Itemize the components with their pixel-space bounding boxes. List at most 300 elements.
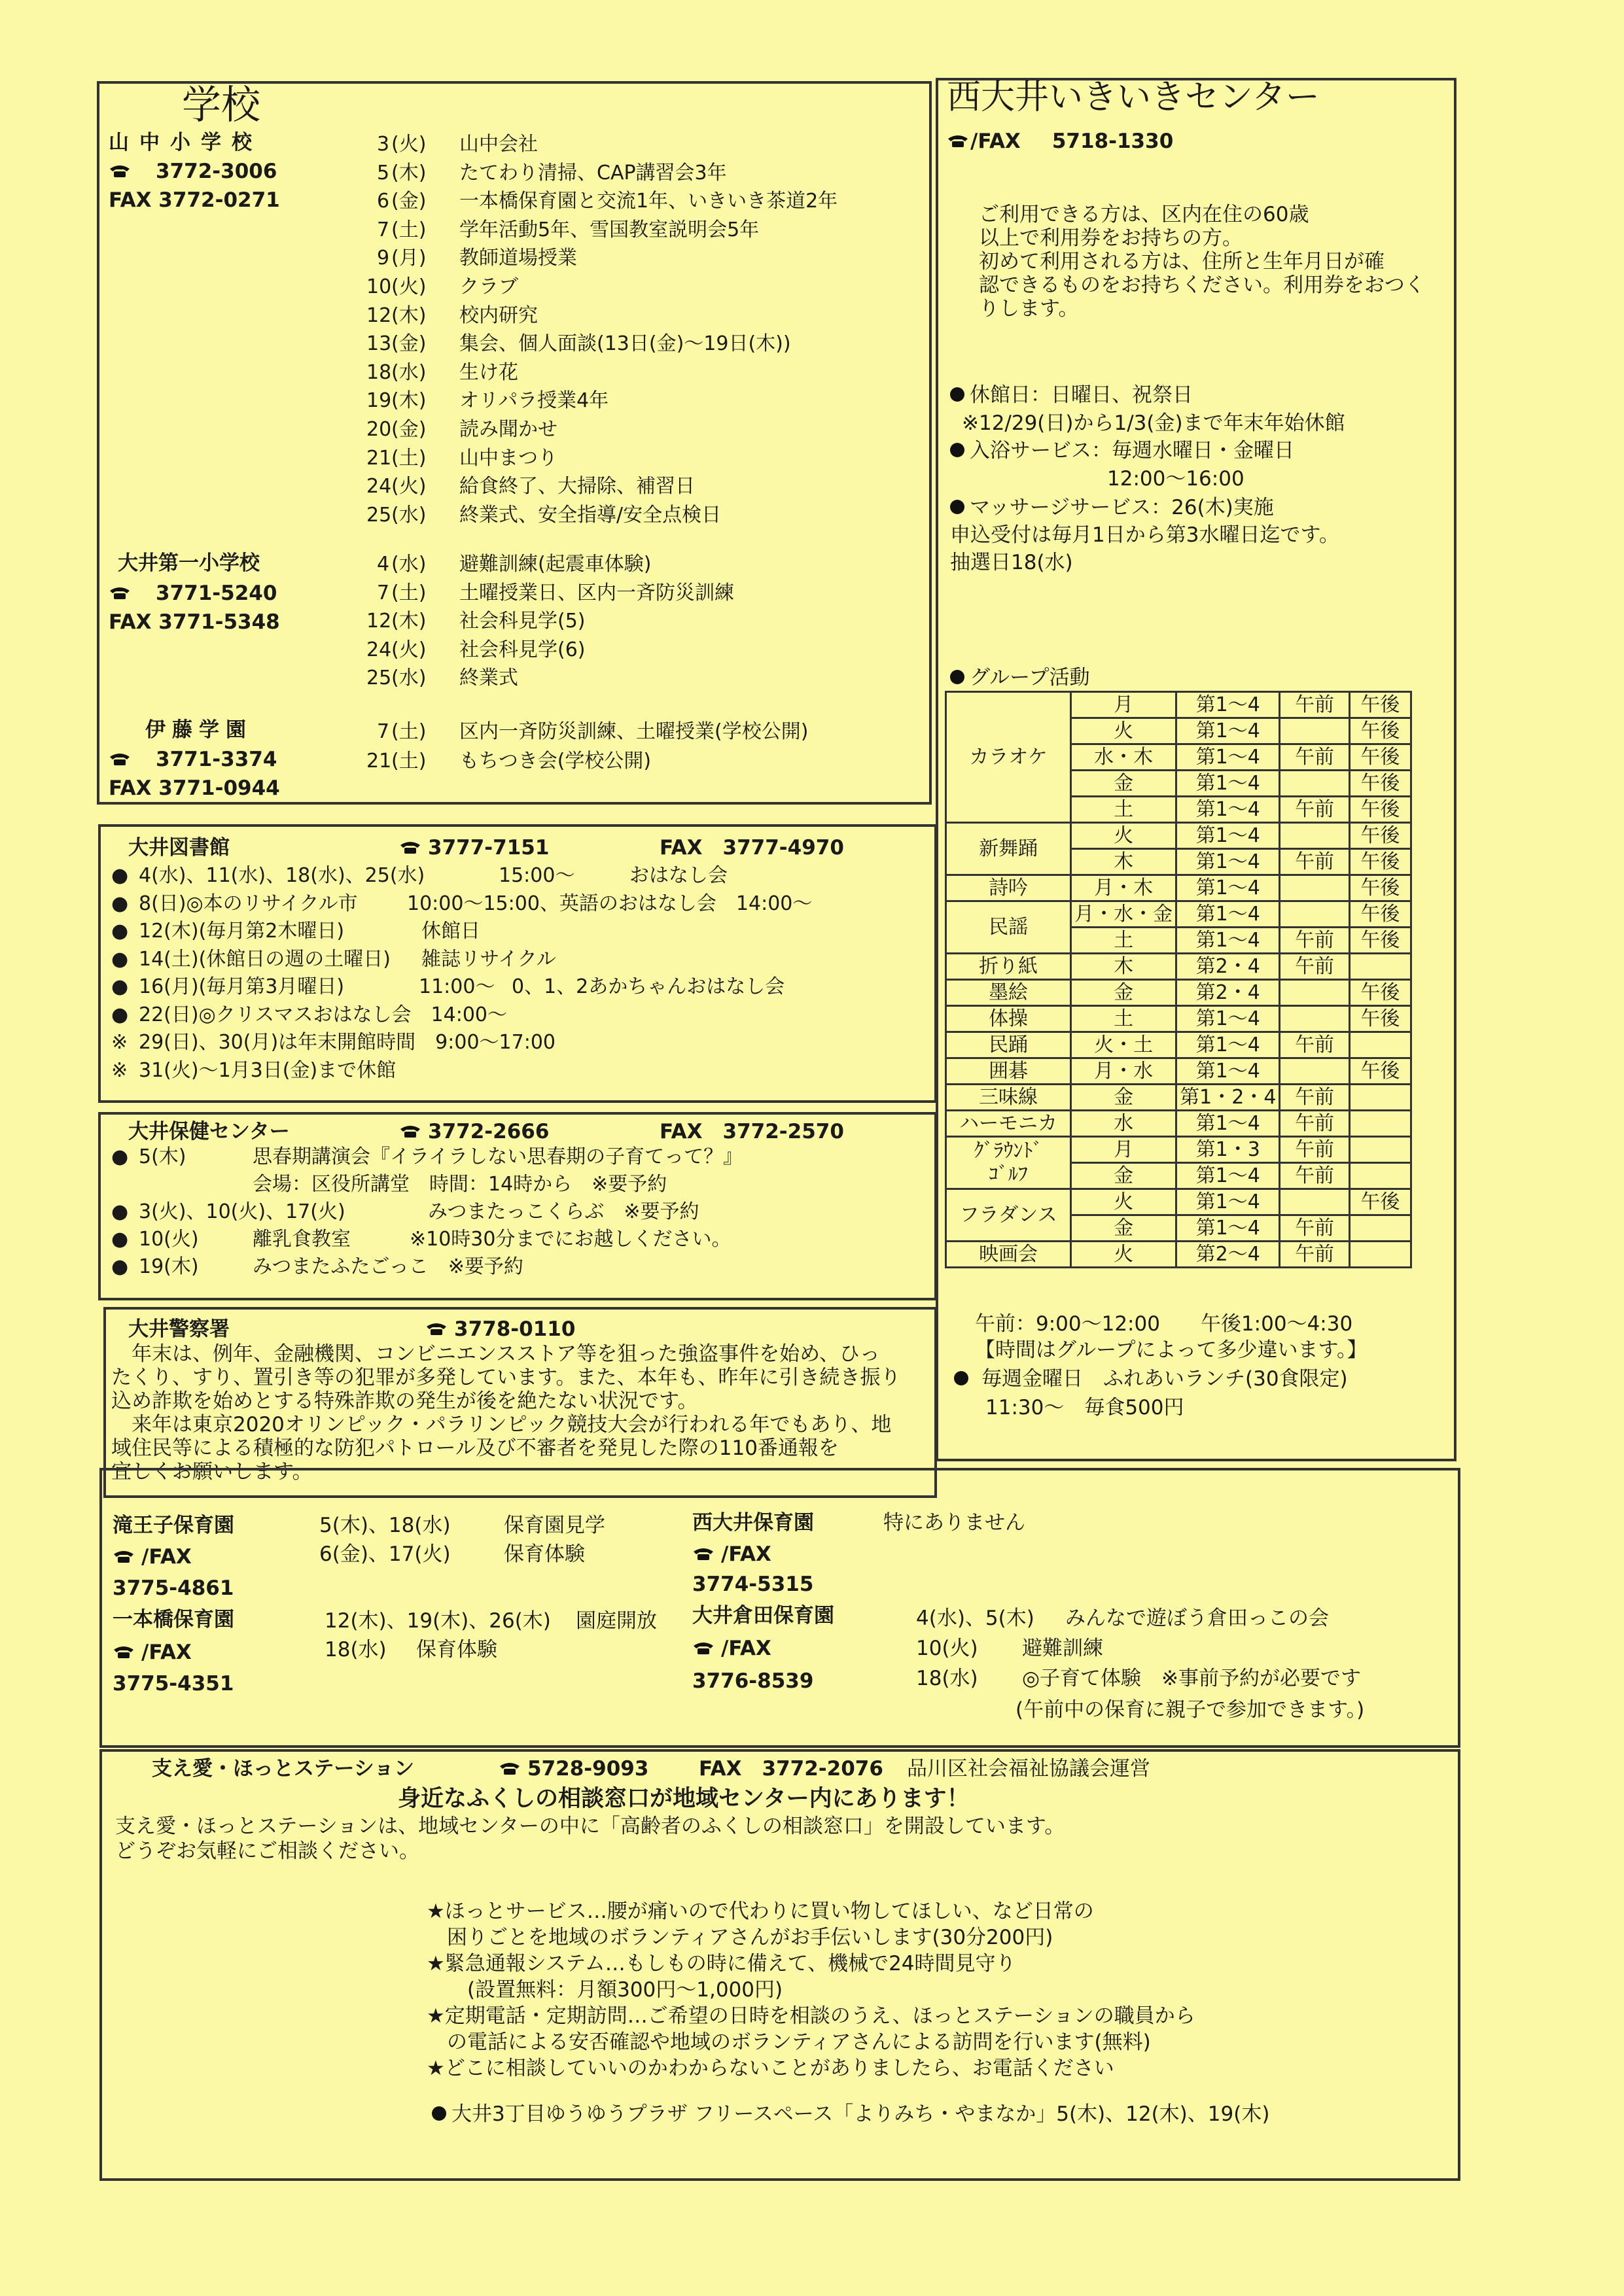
phone-icon <box>692 1641 715 1655</box>
station-service-4: (設置無料：月額300円～1,000円) <box>427 1978 783 2002</box>
station-service-2: 困りごとを地域のボランティアさんがお手伝いします(30分200円) <box>427 1926 1053 1949</box>
group-am: 午前 <box>1280 1111 1349 1137</box>
group-am <box>1280 1058 1349 1085</box>
station-intro-1: 支え愛・ほっとステーションは、地域センターの中に「高齢者のふくしの相談窓口」を開設しています。 <box>115 1815 1065 1838</box>
nursery-item-ipponbashi-1-text: 園庭開放 <box>576 1609 657 1633</box>
group-day: 土 <box>1071 1006 1176 1032</box>
list-mark: ※ <box>111 1031 128 1054</box>
center-lunch-time: 11:30～ 毎食500円 <box>985 1396 1184 1419</box>
group-day: 月・水 <box>1071 1058 1176 1085</box>
event-text: 山中会社 <box>459 133 538 156</box>
health-fax: FAX 3772-2570 <box>660 1120 844 1143</box>
event-weekday: (金) <box>391 332 427 356</box>
group-row <box>946 823 1411 849</box>
event-day: 5 <box>377 161 390 184</box>
group-am: 午前 <box>1280 1085 1349 1111</box>
event-weekday: (土) <box>391 581 427 604</box>
event-weekday: (土) <box>391 720 427 743</box>
phone-icon <box>113 1644 135 1659</box>
event-text: 社会科見学(6) <box>459 638 586 661</box>
group-day: 火 <box>1071 718 1176 744</box>
school-tel-yamanaka <box>109 160 277 183</box>
event-weekday: (火) <box>391 638 427 661</box>
school-fax-yamanaka: FAX 3772-0271 <box>109 188 280 212</box>
event-day: 7 <box>377 581 390 604</box>
library-item-text: おはなし会 <box>629 864 728 887</box>
group-row <box>946 1111 1411 1137</box>
group-week: 第1～4 <box>1176 744 1280 771</box>
event-weekday: (木) <box>391 389 427 413</box>
group-pm: 午後 <box>1349 875 1411 901</box>
group-pm: 午後 <box>1349 771 1411 797</box>
group-name: 民謡 <box>946 901 1071 954</box>
group-week: 第1～4 <box>1176 1006 1280 1032</box>
center-bath <box>950 439 1294 462</box>
group-name <box>946 1137 1071 1189</box>
event-day: 12 <box>366 610 392 633</box>
nursery-item-takiouji-1-date: 5(木)、18(水) <box>319 1514 451 1537</box>
group-day: 土 <box>1071 928 1176 954</box>
group-pm: 午後 <box>1349 692 1411 718</box>
event-text: 土曜授業日、区内一斉防災訓練 <box>459 581 734 604</box>
group-name: 新舞踊 <box>946 823 1071 875</box>
group-day: 金 <box>1071 771 1176 797</box>
group-am: 午前 <box>1280 954 1349 980</box>
group-week: 第1～4 <box>1176 928 1280 954</box>
center-title: 西大井いきいきセンター <box>947 78 1320 117</box>
group-pm <box>1349 1137 1411 1163</box>
nursery-tel-ipponbashi: 3775-4351 <box>113 1672 234 1696</box>
station-service-1: ★ほっとサービス…腰が痛いので代わりに買い物してほしい、など日常の <box>427 1900 1094 1923</box>
school-name-ito: 伊藤学園 <box>145 718 253 742</box>
event-text: たてわり清掃、CAP講習会3年 <box>459 161 727 184</box>
group-week: 第1～4 <box>1176 823 1280 849</box>
school-tel-number: 3771-3374 <box>156 748 277 771</box>
list-mark: ● <box>111 892 129 915</box>
group-week: 第1～4 <box>1176 1163 1280 1189</box>
group-week: 第1・2・4 <box>1176 1085 1280 1111</box>
list-mark: ● <box>111 947 129 971</box>
school-fax-oi1: FAX 3771-5348 <box>109 610 280 634</box>
center-intro-2: 以上で利用券をお持ちの方。 <box>979 226 1243 250</box>
event-weekday: (水) <box>391 667 427 690</box>
event-text: もちつき会(学校公開) <box>459 750 652 773</box>
center-times-note: 【時間はグループによって多少違います。】 <box>975 1338 1368 1362</box>
group-am: 午前 <box>1280 1137 1349 1163</box>
phone-icon <box>109 164 131 178</box>
station-fax: FAX 3772-2076 <box>699 1757 883 1781</box>
group-day: 月 <box>1071 1137 1176 1163</box>
center-massage-note2: 抽選日18(水) <box>950 551 1073 574</box>
station-plaza <box>432 2102 1269 2126</box>
group-day: 金 <box>1071 1163 1176 1189</box>
group-am <box>1280 875 1349 901</box>
center-bath-time: 12:00～16:00 <box>1107 467 1244 491</box>
group-row <box>946 692 1411 718</box>
bullet-icon <box>950 387 964 402</box>
group-day: 木 <box>1071 849 1176 875</box>
school-name-oi1: 大井第一小学校 <box>118 551 260 575</box>
lunch-text: 毎週金曜日 ふれあいランチ(30食限定) <box>981 1367 1348 1391</box>
nursery-item-oikurata-2-text: 避難訓練 <box>1022 1637 1103 1660</box>
nursery-name-ipponbashi: 一本橋保育園 <box>113 1608 234 1631</box>
group-activity-table <box>945 691 1412 1268</box>
library-item-text: 休館日 <box>421 920 480 943</box>
group-week: 第1～4 <box>1176 875 1280 901</box>
group-row <box>946 1032 1411 1058</box>
nursery-item-oikurata-3-text: ◎子育て体験 ※事前予約が必要です <box>1022 1667 1362 1690</box>
police-name: 大井警察署 <box>128 1317 230 1341</box>
event-day: 19 <box>366 389 392 413</box>
health-item-date: 10(火) <box>139 1228 199 1251</box>
group-row <box>946 1189 1411 1215</box>
phone-icon <box>399 1124 421 1138</box>
station-headline: 身近なふくしの相談窓口が地域センター内にあります！ <box>398 1786 970 1812</box>
group-day: 水 <box>1071 1111 1176 1137</box>
phone-icon <box>692 1546 715 1561</box>
police-line-4: 来年は東京2020オリンピック・パラリンピック競技大会が行われる年でもあり、地 <box>111 1413 892 1436</box>
group-pm <box>1349 1215 1411 1242</box>
event-text: 社会科見学(5) <box>459 610 586 633</box>
telfax-label: /FAX <box>970 130 1021 153</box>
event-day: 25 <box>366 503 392 527</box>
event-day: 7 <box>377 720 390 743</box>
event-weekday: (土) <box>391 218 427 241</box>
list-mark: ● <box>111 864 129 887</box>
center-closed <box>950 383 1193 407</box>
event-text: 山中まつり <box>459 446 557 470</box>
event-weekday: (木) <box>391 304 427 327</box>
event-text: クラブ <box>459 275 518 298</box>
group-day: 火 <box>1071 823 1176 849</box>
group-week: 第2・4 <box>1176 954 1280 980</box>
list-mark: ● <box>111 1200 129 1223</box>
group-am <box>1280 1189 1349 1215</box>
nursery-telfax-takiouji <box>113 1545 192 1569</box>
nursery-name-nishioi: 西大井保育園 <box>692 1511 814 1535</box>
nursery-item-oikurata-1-text: みんなで遊ぼう倉田っこの会 <box>1065 1607 1329 1630</box>
event-weekday: (土) <box>391 750 427 773</box>
group-week: 第1～4 <box>1176 901 1280 928</box>
event-day: 25 <box>366 667 392 690</box>
event-weekday: (火) <box>391 475 427 498</box>
event-text: 集会、個人面談(13日(金)～19日(木)) <box>459 332 791 356</box>
health-item-text: みつまたふたごっこ ※要予約 <box>253 1255 523 1278</box>
event-day: 4 <box>377 553 390 576</box>
library-item-time: 11:00～ <box>419 975 495 998</box>
group-pm: 午後 <box>1349 718 1411 744</box>
event-day: 21 <box>366 446 392 470</box>
nursery-item-ipponbashi-1-date: 12(木)、19(木)、26(木) <box>325 1609 551 1633</box>
nursery-note-oikurata: (午前中の保育に親子で参加できます。) <box>1015 1698 1365 1722</box>
bullet-icon <box>954 1371 968 1385</box>
phone-icon <box>947 133 969 148</box>
group-heading <box>950 666 1090 689</box>
school-tel-number: 3771-5240 <box>156 582 277 605</box>
nursery-name-takiouji: 滝王子保育園 <box>113 1514 234 1537</box>
group-week: 第1～4 <box>1176 1189 1280 1215</box>
group-pm: 午後 <box>1349 928 1411 954</box>
event-text: 学年活動5年、雪国教室説明会5年 <box>459 218 760 241</box>
event-text: 読み聞かせ <box>459 418 557 441</box>
group-pm: 午後 <box>1349 849 1411 875</box>
nursery-tel-oikurata: 3776-8539 <box>692 1669 814 1693</box>
phone-icon <box>113 1549 135 1563</box>
group-pm <box>1349 1085 1411 1111</box>
group-day: 火 <box>1071 1242 1176 1268</box>
library-item-date: 29(日)、30(月)は年末開館時間 9:00～17:00 <box>139 1031 556 1054</box>
center-telfax <box>947 130 1173 153</box>
event-weekday: (月) <box>391 247 427 270</box>
center-massage <box>950 496 1274 519</box>
group-name: 三味線 <box>946 1085 1071 1111</box>
group-week: 第1～4 <box>1176 1032 1280 1058</box>
event-day: 13 <box>366 332 392 356</box>
school-tel-ito <box>109 748 277 771</box>
nursery-item-ipponbashi-2-date: 18(水) <box>325 1638 387 1661</box>
event-weekday: (火) <box>391 275 427 298</box>
nursery-tel-takiouji: 3775-4861 <box>113 1576 234 1600</box>
health-item-date: 19(木) <box>139 1255 199 1278</box>
group-am <box>1280 771 1349 797</box>
event-weekday: (水) <box>391 503 427 527</box>
group-pm: 午後 <box>1349 980 1411 1006</box>
group-pm <box>1349 1163 1411 1189</box>
group-pm <box>1349 954 1411 980</box>
library-item-date: 12(木)(毎月第2木曜日) <box>139 920 345 943</box>
list-mark: ● <box>111 1228 129 1251</box>
group-am: 午前 <box>1280 1163 1349 1189</box>
event-text: 終業式 <box>459 667 518 690</box>
group-day: 土 <box>1071 797 1176 823</box>
event-weekday: (水) <box>391 360 427 384</box>
event-day: 12 <box>366 304 392 327</box>
group-name: カラオケ <box>946 692 1071 823</box>
event-weekday: (火) <box>391 133 427 156</box>
group-row <box>946 980 1411 1006</box>
group-week: 第2・4 <box>1176 980 1280 1006</box>
nursery-note-nishioi: 特にありません <box>883 1511 1025 1535</box>
school-tel-oi1 <box>109 582 277 605</box>
group-pm: 午後 <box>1349 823 1411 849</box>
health-name: 大井保健センター <box>128 1120 290 1143</box>
group-am: 午前 <box>1280 849 1349 875</box>
school-tel-number: 3772-3006 <box>156 160 277 183</box>
plaza-text: 大井3丁目ゆうゆうプラザ フリースペース「よりみち・やまなか」5(木)、12(木)、19(木) <box>451 2102 1270 2126</box>
library-item-date: 22(日)◎クリスマスおはなし会 14:00～ <box>139 1003 508 1026</box>
event-day: 24 <box>366 475 392 498</box>
group-week: 第1～4 <box>1176 718 1280 744</box>
nursery-item-takiouji-1-text: 保育園見学 <box>504 1514 605 1537</box>
list-mark: ● <box>111 1145 129 1168</box>
event-day: 18 <box>366 360 392 384</box>
event-weekday: (水) <box>391 553 427 576</box>
group-am: 午前 <box>1280 744 1349 771</box>
group-week: 第1・3 <box>1176 1137 1280 1163</box>
group-row <box>946 1006 1411 1032</box>
health-tel <box>399 1120 549 1143</box>
group-am <box>1280 718 1349 744</box>
bullet-icon <box>950 500 964 514</box>
group-heading-text: グループ活動 <box>970 666 1090 689</box>
nursery-telfax-nishioi <box>692 1542 771 1566</box>
event-text: オリパラ授業4年 <box>459 389 609 413</box>
library-item-date: 8(日)◎本のリサイクル市 <box>139 892 358 915</box>
school-fax-ito: FAX 3771-0944 <box>109 776 280 800</box>
event-day: 10 <box>366 275 392 298</box>
group-week: 第1～4 <box>1176 692 1280 718</box>
group-name-line: ｸﾞﾗｳﾝﾄﾞ <box>974 1139 1043 1162</box>
event-weekday: (木) <box>391 610 427 633</box>
nursery-telfax-ipponbashi <box>113 1641 192 1664</box>
library-item-time: 15:00～ <box>499 864 575 887</box>
telfax-label: /FAX <box>721 1637 771 1660</box>
event-day: 7 <box>377 218 390 241</box>
police-line-6: 宜しくお願いします。 <box>111 1460 313 1484</box>
library-tel <box>399 836 549 860</box>
police-line-3: 込め詐欺を始めとする特殊詐欺の発生が後を絶たない状況です。 <box>111 1389 698 1413</box>
list-mark: ● <box>111 920 129 943</box>
group-am <box>1280 1006 1349 1032</box>
police-tel <box>425 1317 575 1341</box>
police-line-5: 域住民等による積極的な防犯パトロール及び不審者を発見した際の110番通報を <box>111 1436 839 1460</box>
bath-text: 入浴サービス：毎週水曜日・金曜日 <box>970 439 1294 462</box>
bullet-icon <box>950 670 964 684</box>
group-am <box>1280 901 1349 928</box>
group-name: 囲碁 <box>946 1058 1071 1085</box>
nursery-telfax-oikurata <box>692 1637 771 1660</box>
telfax-number: 5718-1330 <box>1051 130 1174 153</box>
event-day: 9 <box>377 247 390 270</box>
health-item-text: 会場：区役所講堂 時間：14時から ※要予約 <box>253 1173 667 1196</box>
phone-icon <box>499 1761 521 1775</box>
event-weekday: (金) <box>391 418 427 441</box>
group-am <box>1280 980 1349 1006</box>
police-line-2: たくり、すり、置引き等の犯罪が多発しています。また、本年も、昨年に引き続き振り <box>111 1366 901 1389</box>
group-day: 金 <box>1071 1085 1176 1111</box>
center-intro-1: ご利用できる方は、区内在住の60歳 <box>979 203 1309 226</box>
health-item-text: 思春期講演会『イライラしない思春期の子育てって？』 <box>253 1145 743 1168</box>
group-week: 第2～4 <box>1176 1242 1280 1268</box>
phone-icon <box>425 1321 448 1336</box>
library-item-time: 10:00～15:00、英語のおはなし会 14:00～ <box>407 892 813 915</box>
station-service-5: ★定期電話・定期訪問…ご希望の日時を相談のうえ、ほっとステーションの職員から <box>427 2004 1195 2028</box>
nursery-item-ipponbashi-2-text: 保育体験 <box>416 1638 497 1661</box>
group-week: 第1～4 <box>1176 797 1280 823</box>
group-row <box>946 1242 1411 1268</box>
center-intro-3: 初めて利用される方は、住所と生年月日が確 <box>979 250 1385 273</box>
group-am: 午前 <box>1280 1032 1349 1058</box>
group-am: 午前 <box>1280 1242 1349 1268</box>
group-week: 第1～4 <box>1176 849 1280 875</box>
police-tel-number: 3778-0110 <box>454 1317 576 1341</box>
group-am: 午前 <box>1280 692 1349 718</box>
event-text: 生け花 <box>459 360 518 384</box>
group-pm: 午後 <box>1349 744 1411 771</box>
bullet-icon <box>950 443 964 457</box>
massage-text: マッサージサービス：26(木)実施 <box>970 496 1274 519</box>
event-day: 20 <box>366 418 392 441</box>
library-tel-number: 3777-7151 <box>428 836 550 860</box>
list-mark: ※ <box>111 1058 128 1082</box>
group-am: 午前 <box>1280 1215 1349 1242</box>
bullet-icon <box>432 2106 446 2121</box>
group-day: 月・木 <box>1071 875 1176 901</box>
health-item-text: 離乳食教室 ※10時30分までにお越しください。 <box>253 1228 732 1251</box>
event-text: 給食終了、大掃除、補習日 <box>459 475 695 498</box>
group-row <box>946 1085 1411 1111</box>
group-day: 金 <box>1071 980 1176 1006</box>
group-name: 体操 <box>946 1006 1071 1032</box>
event-text: 区内一斉防災訓練、土曜授業(学校公開) <box>459 720 809 743</box>
schools-heading: 学校 <box>182 82 260 128</box>
group-day: 水・木 <box>1071 744 1176 771</box>
event-day: 6 <box>377 190 390 213</box>
health-tel-number: 3772-2666 <box>428 1120 550 1143</box>
group-name: 詩吟 <box>946 875 1071 901</box>
group-pm: 午後 <box>1349 1058 1411 1085</box>
group-am <box>1280 823 1349 849</box>
list-mark: ● <box>111 1255 129 1278</box>
center-lunch <box>954 1367 1348 1391</box>
group-row <box>946 1137 1411 1163</box>
list-mark: ● <box>111 975 129 998</box>
group-pm: 午後 <box>1349 1189 1411 1215</box>
station-intro-2: どうぞお気軽にご相談ください。 <box>115 1839 419 1863</box>
center-massage-note1: 申込受付は毎月1日から第3水曜日迄です。 <box>950 523 1339 547</box>
closed-text: 休館日：日曜日、祝祭日 <box>970 383 1193 407</box>
group-pm: 午後 <box>1349 797 1411 823</box>
group-row <box>946 875 1411 901</box>
group-day: 月 <box>1071 692 1176 718</box>
group-week: 第1～4 <box>1176 1058 1280 1085</box>
nursery-item-takiouji-2-date: 6(金)、17(火) <box>319 1542 451 1566</box>
group-name: 映画会 <box>946 1242 1071 1268</box>
group-name-line: ｺﾞﾙﾌ <box>989 1162 1029 1186</box>
group-day: 火 <box>1071 1189 1176 1215</box>
library-item-date: 16(月)(毎月第3月曜日) <box>139 975 345 998</box>
group-pm <box>1349 1032 1411 1058</box>
group-name: 折り紙 <box>946 954 1071 980</box>
event-text: 教師道場授業 <box>459 247 577 270</box>
health-item-text: みつまたっこくらぶ ※要予約 <box>428 1200 699 1223</box>
group-name: 民踊 <box>946 1032 1071 1058</box>
police-line-1: 年末は、例年、金融機関、コンビニエンスストア等を狙った強盗事件を始め、ひっ <box>111 1342 880 1366</box>
telfax-label: /FAX <box>721 1542 771 1566</box>
event-day: 24 <box>366 638 392 661</box>
nursery-name-oikurata: 大井倉田保育園 <box>692 1604 834 1627</box>
station-tel <box>499 1757 648 1781</box>
group-am: 午前 <box>1280 928 1349 954</box>
school-name-yamanaka: 山中小学校 <box>109 131 262 154</box>
center-intro-4: 認できるものをお持ちください。利用券をおつく <box>979 273 1425 297</box>
library-item-text: 0、1、2あかちゃんおはなし会 <box>512 975 785 998</box>
nursery-item-oikurata-1-date: 4(水)、5(木) <box>916 1607 1034 1630</box>
phone-icon <box>109 752 131 766</box>
event-text: 一本橋保育園と交流1年、いきいき茶道2年 <box>459 190 838 213</box>
center-times: 午前：9:00～12:00 午後1:00～4:30 <box>975 1312 1353 1336</box>
group-pm: 午後 <box>1349 901 1411 928</box>
event-weekday: (金) <box>391 190 427 213</box>
group-week: 第1～4 <box>1176 1111 1280 1137</box>
event-text: 避難訓練(起震車体験) <box>459 553 652 576</box>
group-day: 木 <box>1071 954 1176 980</box>
group-day: 金 <box>1071 1215 1176 1242</box>
group-week: 第1～4 <box>1176 1215 1280 1242</box>
library-item-date: 31(火)～1月3日(金)まで休館 <box>139 1058 397 1082</box>
station-tel-number: 5728-9093 <box>527 1757 649 1781</box>
group-name: フラダンス <box>946 1189 1071 1242</box>
